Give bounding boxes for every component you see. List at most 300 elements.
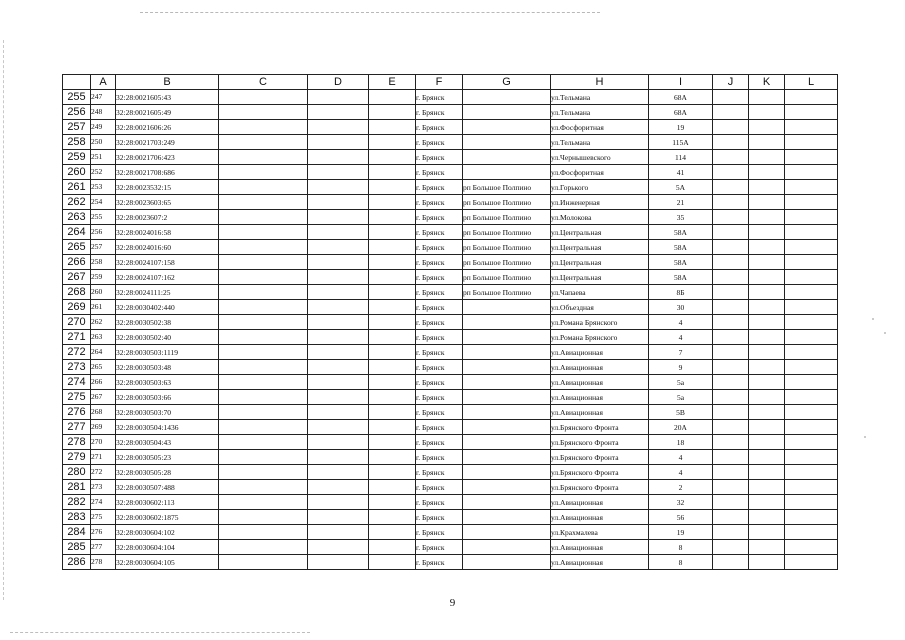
cell-house-number: 58А	[649, 225, 713, 240]
cell-empty	[219, 345, 308, 360]
cell-city: г. Брянск	[416, 180, 463, 195]
cell-empty	[219, 135, 308, 150]
cell-empty	[369, 540, 416, 555]
cell-empty	[369, 555, 416, 570]
cell-street: ул.Чернышевского	[551, 150, 649, 165]
cell-empty	[749, 255, 785, 270]
cell-cadastral-number: 32:28:0030504:1436	[116, 420, 219, 435]
scan-speck	[864, 436, 866, 438]
cell-index: 257	[91, 240, 116, 255]
cell-empty	[713, 480, 749, 495]
cell-city: г. Брянск	[416, 150, 463, 165]
cell-empty	[749, 135, 785, 150]
cell-house-number: 9	[649, 360, 713, 375]
cell-empty	[785, 390, 838, 405]
cell-empty	[219, 195, 308, 210]
cell-empty	[785, 375, 838, 390]
cell-empty	[369, 255, 416, 270]
cell-city: г. Брянск	[416, 255, 463, 270]
cell-empty	[713, 270, 749, 285]
cell-cadastral-number: 32:28:0030503:48	[116, 360, 219, 375]
cell-empty	[713, 405, 749, 420]
cell-empty	[308, 390, 369, 405]
cell-house-number: 5а	[649, 390, 713, 405]
cell-index: 275	[91, 510, 116, 525]
cell-settlement	[463, 465, 551, 480]
cell-empty	[219, 540, 308, 555]
column-header: E	[369, 75, 416, 90]
cell-empty	[785, 150, 838, 165]
cell-empty	[369, 90, 416, 105]
cell-empty	[219, 315, 308, 330]
row-number: 265	[63, 240, 91, 255]
cell-empty	[785, 405, 838, 420]
cell-street: ул.Авиационная	[551, 345, 649, 360]
cell-cadastral-number: 32:28:0021703:249	[116, 135, 219, 150]
cell-empty	[785, 165, 838, 180]
cell-city: г. Брянск	[416, 120, 463, 135]
cell-cadastral-number: 32:28:0021605:49	[116, 105, 219, 120]
cell-street: ул.Брянского Фронта	[551, 480, 649, 495]
cell-empty	[308, 465, 369, 480]
cell-empty	[308, 105, 369, 120]
cell-cadastral-number: 32:28:0024107:158	[116, 255, 219, 270]
cell-city: г. Брянск	[416, 195, 463, 210]
cell-empty	[713, 180, 749, 195]
cell-empty	[308, 210, 369, 225]
row-number: 277	[63, 420, 91, 435]
cell-cadastral-number: 32:28:0023607:2	[116, 210, 219, 225]
cell-empty	[749, 165, 785, 180]
cell-empty	[785, 270, 838, 285]
cell-empty	[219, 450, 308, 465]
cell-cadastral-number: 32:28:0030604:105	[116, 555, 219, 570]
row-number: 285	[63, 540, 91, 555]
table-row	[63, 285, 838, 300]
cell-settlement	[463, 540, 551, 555]
cell-empty	[308, 435, 369, 450]
cell-cadastral-number: 32:28:0030503:66	[116, 390, 219, 405]
cell-empty	[713, 465, 749, 480]
cell-empty	[308, 360, 369, 375]
cell-index: 251	[91, 150, 116, 165]
cell-empty	[713, 555, 749, 570]
cell-settlement	[463, 120, 551, 135]
cell-settlement: рп Большое Полпино	[463, 285, 551, 300]
cell-empty	[219, 375, 308, 390]
cell-house-number: 56	[649, 510, 713, 525]
scan-artifact-bottom	[10, 632, 310, 633]
cell-street: ул.Романа Брянского	[551, 315, 649, 330]
cell-city: г. Брянск	[416, 450, 463, 465]
cell-empty	[369, 435, 416, 450]
cell-house-number: 30	[649, 300, 713, 315]
cell-settlement	[463, 420, 551, 435]
cell-index: 254	[91, 195, 116, 210]
cell-settlement	[463, 315, 551, 330]
cell-empty	[749, 210, 785, 225]
table-row	[63, 405, 838, 420]
cell-cadastral-number: 32:28:0023603:65	[116, 195, 219, 210]
cell-settlement	[463, 525, 551, 540]
cell-empty	[749, 465, 785, 480]
row-number: 257	[63, 120, 91, 135]
cell-empty	[219, 465, 308, 480]
cell-cadastral-number: 32:28:0030502:38	[116, 315, 219, 330]
cell-empty	[308, 420, 369, 435]
cell-empty	[219, 165, 308, 180]
table-row	[63, 540, 838, 555]
cell-empty	[713, 435, 749, 450]
cell-empty	[713, 240, 749, 255]
row-number: 258	[63, 135, 91, 150]
cell-empty	[749, 195, 785, 210]
cell-cadastral-number: 32:28:0030503:70	[116, 405, 219, 420]
cell-empty	[785, 180, 838, 195]
cell-house-number: 4	[649, 330, 713, 345]
cell-empty	[713, 495, 749, 510]
cell-settlement: рп Большое Полпино	[463, 255, 551, 270]
row-number: 274	[63, 375, 91, 390]
cell-empty	[713, 210, 749, 225]
cell-settlement	[463, 405, 551, 420]
cell-empty	[369, 465, 416, 480]
cell-cadastral-number: 32:28:0030604:102	[116, 525, 219, 540]
row-number: 264	[63, 225, 91, 240]
cell-empty	[749, 225, 785, 240]
cell-cadastral-number: 32:28:0030503:1119	[116, 345, 219, 360]
cell-empty	[749, 240, 785, 255]
cell-house-number: 2	[649, 480, 713, 495]
cell-city: г. Брянск	[416, 210, 463, 225]
row-number: 279	[63, 450, 91, 465]
cell-empty	[308, 300, 369, 315]
row-number: 273	[63, 360, 91, 375]
cell-empty	[308, 135, 369, 150]
cell-empty	[219, 510, 308, 525]
cell-empty	[219, 210, 308, 225]
cell-index: 252	[91, 165, 116, 180]
cell-house-number: 4	[649, 450, 713, 465]
cell-cadastral-number: 32:28:0024107:162	[116, 270, 219, 285]
cell-index: 255	[91, 210, 116, 225]
cell-empty	[219, 555, 308, 570]
cell-empty	[785, 255, 838, 270]
cell-house-number: 20А	[649, 420, 713, 435]
cell-settlement: рп Большое Полпино	[463, 240, 551, 255]
cell-settlement	[463, 345, 551, 360]
cell-settlement	[463, 90, 551, 105]
cell-settlement	[463, 450, 551, 465]
cell-house-number: 21	[649, 195, 713, 210]
cell-empty	[713, 255, 749, 270]
cell-street: ул.Романа Брянского	[551, 330, 649, 345]
cell-cadastral-number: 32:28:0023532:15	[116, 180, 219, 195]
cell-house-number: 58А	[649, 240, 713, 255]
cell-house-number: 114	[649, 150, 713, 165]
cell-city: г. Брянск	[416, 495, 463, 510]
cell-empty	[369, 525, 416, 540]
cell-empty	[785, 510, 838, 525]
cell-street: ул.Центральная	[551, 255, 649, 270]
cell-empty	[713, 375, 749, 390]
cell-empty	[749, 510, 785, 525]
row-number: 270	[63, 315, 91, 330]
cell-cadastral-number: 32:28:0030402:440	[116, 300, 219, 315]
cell-street: ул.Тельмана	[551, 90, 649, 105]
cell-house-number: 19	[649, 120, 713, 135]
table-row	[63, 270, 838, 285]
cell-empty	[308, 180, 369, 195]
cell-empty	[369, 450, 416, 465]
cell-street: ул.Горького	[551, 180, 649, 195]
cell-empty	[713, 150, 749, 165]
cell-empty	[308, 315, 369, 330]
cell-empty	[308, 540, 369, 555]
table-row	[63, 120, 838, 135]
cell-empty	[219, 435, 308, 450]
scan-speck	[884, 332, 886, 334]
cell-empty	[369, 345, 416, 360]
column-header: F	[416, 75, 463, 90]
cell-street: ул.Молокова	[551, 210, 649, 225]
cell-street: ул.Фосфоритная	[551, 165, 649, 180]
cell-street: ул.Инженерная	[551, 195, 649, 210]
cell-empty	[785, 210, 838, 225]
cell-index: 258	[91, 255, 116, 270]
cell-index: 262	[91, 315, 116, 330]
cell-empty	[308, 405, 369, 420]
cell-settlement	[463, 300, 551, 315]
row-number: 269	[63, 300, 91, 315]
cell-empty	[749, 480, 785, 495]
table-row	[63, 450, 838, 465]
cell-empty	[749, 375, 785, 390]
cell-cadastral-number: 32:28:0021606:26	[116, 120, 219, 135]
row-number: 267	[63, 270, 91, 285]
cell-settlement	[463, 495, 551, 510]
row-number: 278	[63, 435, 91, 450]
cell-empty	[785, 285, 838, 300]
row-number: 262	[63, 195, 91, 210]
cell-street: ул.Крахмалева	[551, 525, 649, 540]
table-row	[63, 360, 838, 375]
cell-index: 268	[91, 405, 116, 420]
cell-empty	[308, 480, 369, 495]
cell-empty	[369, 480, 416, 495]
cell-city: г. Брянск	[416, 420, 463, 435]
cell-house-number: 7	[649, 345, 713, 360]
cell-index: 267	[91, 390, 116, 405]
cell-empty	[749, 555, 785, 570]
table-row	[63, 165, 838, 180]
cell-empty	[308, 495, 369, 510]
cell-empty	[369, 210, 416, 225]
table-row	[63, 240, 838, 255]
cell-city: г. Брянск	[416, 270, 463, 285]
cell-empty	[369, 315, 416, 330]
cell-index: 264	[91, 345, 116, 360]
cell-empty	[785, 225, 838, 240]
row-number: 261	[63, 180, 91, 195]
cell-empty	[749, 330, 785, 345]
cell-city: г. Брянск	[416, 300, 463, 315]
row-number: 260	[63, 165, 91, 180]
cell-empty	[785, 360, 838, 375]
cell-settlement	[463, 330, 551, 345]
cell-empty	[308, 555, 369, 570]
cell-index: 249	[91, 120, 116, 135]
table-row	[63, 495, 838, 510]
cell-settlement	[463, 150, 551, 165]
cell-house-number: 58А	[649, 270, 713, 285]
cell-index: 259	[91, 270, 116, 285]
cell-empty	[219, 480, 308, 495]
table-row	[63, 195, 838, 210]
table-row	[63, 435, 838, 450]
cell-index: 271	[91, 450, 116, 465]
table-row	[63, 465, 838, 480]
cell-index: 278	[91, 555, 116, 570]
cell-index: 274	[91, 495, 116, 510]
cell-empty	[749, 120, 785, 135]
cell-empty	[369, 300, 416, 315]
cell-settlement: рп Большое Полпино	[463, 270, 551, 285]
cell-empty	[369, 195, 416, 210]
cell-street: ул.Чапаева	[551, 285, 649, 300]
cell-empty	[785, 135, 838, 150]
cell-street: ул.Центральная	[551, 270, 649, 285]
cell-city: г. Брянск	[416, 165, 463, 180]
cell-street: ул.Авиационная	[551, 405, 649, 420]
table-row	[63, 390, 838, 405]
row-number: 280	[63, 465, 91, 480]
table-row	[63, 105, 838, 120]
cell-index: 248	[91, 105, 116, 120]
cell-empty	[749, 405, 785, 420]
column-header: D	[308, 75, 369, 90]
cell-empty	[369, 390, 416, 405]
cell-house-number: 58А	[649, 255, 713, 270]
row-number: 282	[63, 495, 91, 510]
cell-index: 270	[91, 435, 116, 450]
cell-settlement	[463, 510, 551, 525]
table-row	[63, 345, 838, 360]
table-row	[63, 510, 838, 525]
cell-empty	[308, 525, 369, 540]
cell-empty	[219, 90, 308, 105]
cell-empty	[308, 90, 369, 105]
cell-empty	[308, 510, 369, 525]
cell-empty	[749, 495, 785, 510]
cell-empty	[369, 270, 416, 285]
cell-empty	[749, 390, 785, 405]
cell-house-number: 4	[649, 315, 713, 330]
column-header: K	[749, 75, 785, 90]
row-number: 266	[63, 255, 91, 270]
cell-empty	[713, 345, 749, 360]
cell-empty	[749, 105, 785, 120]
cell-city: г. Брянск	[416, 390, 463, 405]
cell-cadastral-number: 32:28:0021708:686	[116, 165, 219, 180]
cell-settlement	[463, 135, 551, 150]
scan-artifact-top	[140, 12, 600, 13]
cell-empty	[713, 300, 749, 315]
cell-index: 250	[91, 135, 116, 150]
cell-empty	[749, 315, 785, 330]
cell-cadastral-number: 32:28:0030504:43	[116, 435, 219, 450]
cell-city: г. Брянск	[416, 540, 463, 555]
cell-empty	[713, 330, 749, 345]
cell-empty	[785, 195, 838, 210]
cell-empty	[713, 165, 749, 180]
cell-cadastral-number: 32:28:0030507:488	[116, 480, 219, 495]
cell-empty	[785, 540, 838, 555]
cell-empty	[713, 315, 749, 330]
cell-empty	[369, 120, 416, 135]
cell-empty	[749, 435, 785, 450]
column-header: H	[551, 75, 649, 90]
cell-empty	[749, 450, 785, 465]
cell-cadastral-number: 32:28:0024016:58	[116, 225, 219, 240]
cell-city: г. Брянск	[416, 435, 463, 450]
cell-house-number: 4	[649, 465, 713, 480]
cell-empty	[219, 495, 308, 510]
cell-city: г. Брянск	[416, 225, 463, 240]
cell-settlement	[463, 555, 551, 570]
cell-city: г. Брянск	[416, 330, 463, 345]
cell-empty	[749, 360, 785, 375]
cell-empty	[219, 390, 308, 405]
cell-house-number: 68А	[649, 105, 713, 120]
cell-house-number: 18	[649, 435, 713, 450]
cell-index: 256	[91, 225, 116, 240]
cell-house-number: 35	[649, 210, 713, 225]
cell-empty	[369, 225, 416, 240]
corner-cell	[63, 75, 91, 90]
cell-empty	[219, 330, 308, 345]
cell-empty	[369, 180, 416, 195]
cell-empty	[713, 510, 749, 525]
cell-empty	[369, 510, 416, 525]
cell-index: 263	[91, 330, 116, 345]
cell-empty	[713, 120, 749, 135]
cell-empty	[713, 135, 749, 150]
cell-cadastral-number: 32:28:0021706:423	[116, 150, 219, 165]
cell-street: ул.Объездная	[551, 300, 649, 315]
cell-cadastral-number: 32:28:0024016:60	[116, 240, 219, 255]
cell-street: ул.Центральная	[551, 240, 649, 255]
cell-empty	[785, 105, 838, 120]
cell-empty	[785, 120, 838, 135]
cell-city: г. Брянск	[416, 315, 463, 330]
cell-empty	[749, 420, 785, 435]
cell-settlement	[463, 480, 551, 495]
cell-empty	[369, 135, 416, 150]
table-row	[63, 420, 838, 435]
cell-street: ул.Брянского Фронта	[551, 465, 649, 480]
cell-city: г. Брянск	[416, 510, 463, 525]
cell-house-number: 115А	[649, 135, 713, 150]
cell-empty	[369, 420, 416, 435]
cell-house-number: 8Б	[649, 285, 713, 300]
spreadsheet-table	[62, 74, 838, 570]
cell-street: ул.Авиационная	[551, 510, 649, 525]
cell-empty	[713, 90, 749, 105]
table-row	[63, 315, 838, 330]
cell-empty	[308, 225, 369, 240]
cell-empty	[308, 285, 369, 300]
